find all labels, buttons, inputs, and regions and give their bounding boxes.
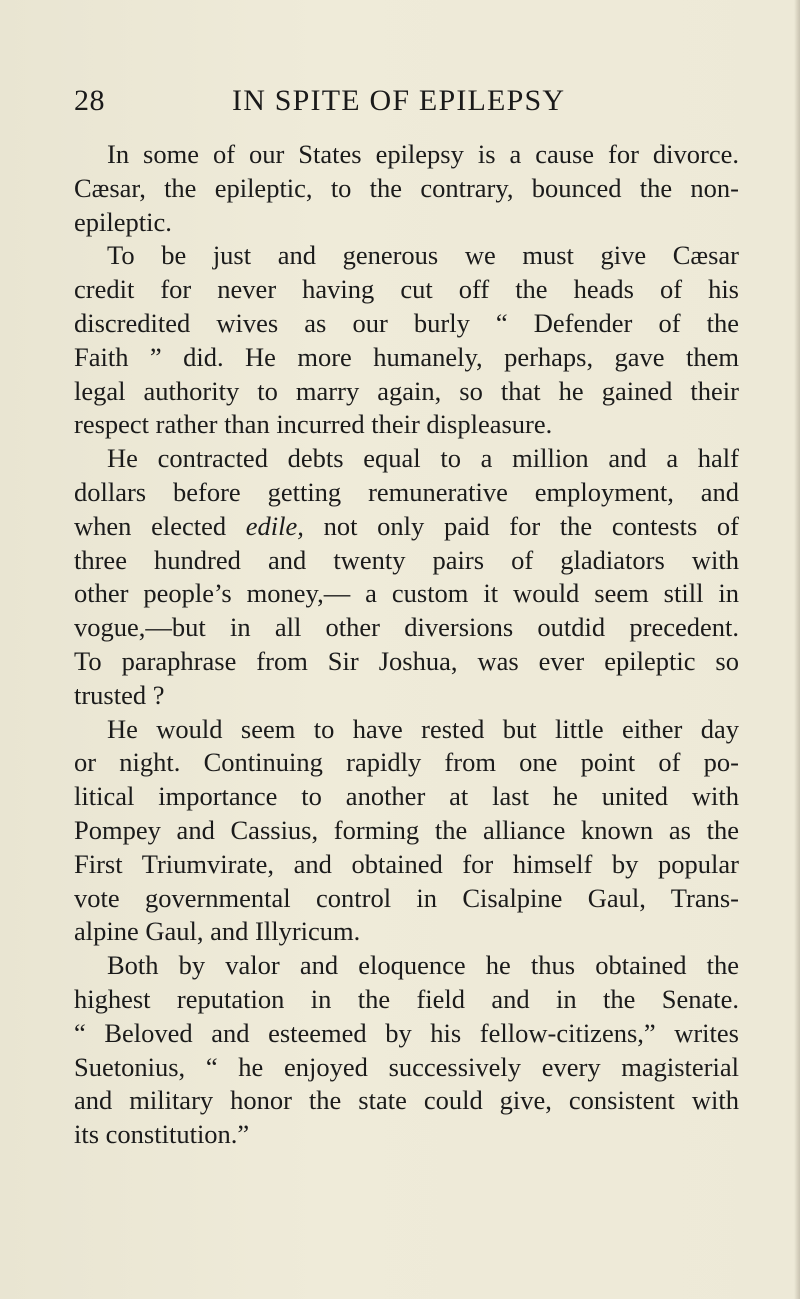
- italic-term: edile,: [245, 510, 304, 541]
- text-line: credit for never having cut off the heads of his: [74, 274, 739, 305]
- text-line: epileptic.: [74, 206, 172, 237]
- page-number: 28: [74, 84, 105, 117]
- text-line: Suetonius, “ he enjoyed successively every magisterial: [74, 1051, 739, 1082]
- text-segment: not only paid for the contests of: [323, 510, 740, 541]
- text-segment: when elected: [74, 510, 227, 541]
- text-line: other people’s money,— a custom it would seem still in: [74, 578, 739, 609]
- text-line: trusted ?: [74, 679, 165, 710]
- text-line: Faith ” did. He more humanely, perhaps, gave them: [74, 341, 739, 372]
- text-line: its constitution.”: [74, 1119, 250, 1150]
- paragraph: [74, 239, 739, 442]
- text-line: First Triumvirate, and obtained for himself by popular: [74, 848, 739, 879]
- paragraph: [74, 949, 739, 1152]
- text-line: dollars before getting remunerative employment, and: [74, 476, 739, 507]
- text-line: “ Beloved and esteemed by his fellow-citizens,” writes: [74, 1017, 739, 1048]
- text-line: highest reputation in the field and in the Senate.: [74, 983, 739, 1014]
- text-line: He would seem to have rested but little either day: [107, 713, 739, 744]
- paragraph: [74, 713, 739, 950]
- running-head: IN SPITE OF EPILEPSY: [232, 84, 566, 117]
- text-line: vote governmental control in Cisalpine Gaul, Trans-: [74, 882, 739, 913]
- paragraph: [74, 138, 739, 239]
- text-line: or night. Continuing rapidly from one point of po-: [74, 747, 739, 778]
- text-line: To paraphrase from Sir Joshua, was ever epileptic so: [74, 645, 739, 676]
- text-line-mixed: [74, 510, 739, 544]
- text-line: alpine Gaul, and Illyricum.: [74, 916, 361, 947]
- text-line: three hundred and twenty pairs of gladiators with: [74, 544, 739, 575]
- page-edge-shadow: [794, 0, 800, 1299]
- text-line: He contracted debts equal to a million and a half: [107, 443, 739, 474]
- text-line: To be just and generous we must give Cæsar: [107, 240, 739, 271]
- text-line: litical importance to another at last he united with: [74, 781, 739, 812]
- paragraph: [74, 442, 739, 712]
- text-line: Both by valor and eloquence he thus obtained the: [107, 950, 739, 981]
- text-line: Cæsar, the epileptic, to the contrary, bounced the non-: [74, 172, 739, 203]
- text-line: legal authority to marry again, so that he gained their: [74, 375, 739, 406]
- page-header: [74, 84, 734, 124]
- text-line: Pompey and Cassius, forming the alliance known as the: [74, 814, 739, 845]
- body-text: [74, 138, 739, 1152]
- text-line: In some of our States epilepsy is a cause for divorce.: [107, 139, 739, 169]
- text-line: discredited wives as our burly “ Defender of the: [74, 307, 739, 338]
- text-line: respect rather than incurred their displeasure.: [74, 409, 553, 440]
- text-line: vogue,—but in all other diversions outdid precedent.: [74, 612, 739, 643]
- text-line: and military honor the state could give, consistent with: [74, 1085, 739, 1116]
